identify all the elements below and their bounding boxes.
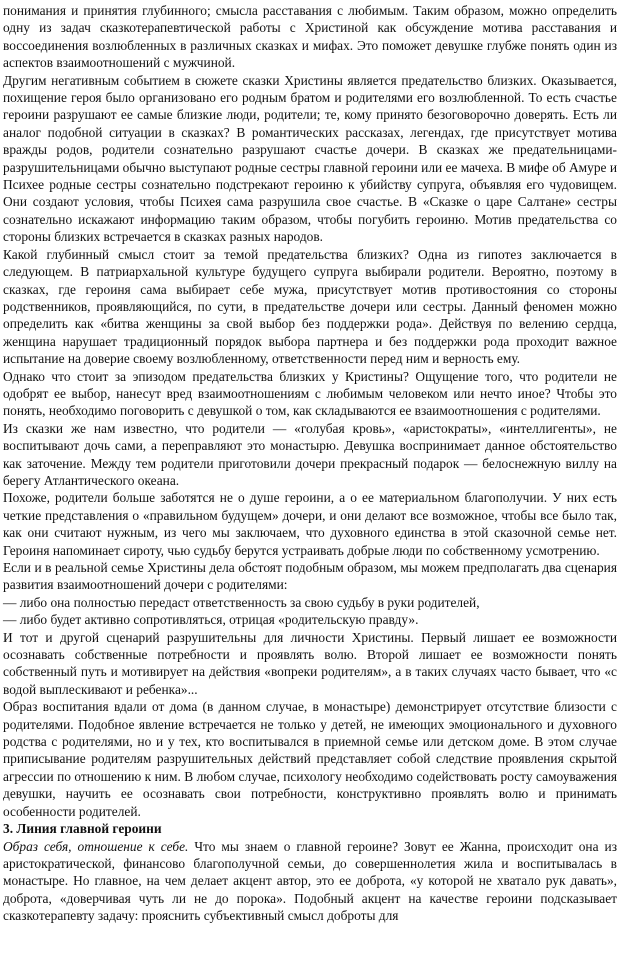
paragraph-6: Похоже, родители больше заботятся не о душе героини, а о ее материальном благополучии. У них есть четкие представления о «правильном будущем» дочери, и они делают все возможное, чтобы все было так, как они считают нужным, из чего мы заключаем, что духовного единства в этой сказочной семье нет. Героиня напоминает сироту, чью судьбу берутся устраивать добрые люди по собственному усмотрению. xyxy=(3,490,617,558)
paragraph-7: Если и в реальной семье Христины дела обстоят подобным образом, мы можем предполагать два сценария развития взаимоотношений дочери с родителями: xyxy=(3,560,617,593)
paragraph-1: понимания и принятия глубинного; смысла расставания с любимым. Таким образом, можно определить одну из задач сказкотерапевтической работы с Христиной как обсуждение мотива расставания и воссоединения возлюбленных в различных сказках и мифах. Это поможет девушке глубже понять один из аспектов взаимоотношений с мужчиной. xyxy=(3,3,617,71)
list-item-2: — либо будет активно сопротивляться, отрицая «родительскую правду». xyxy=(3,612,419,628)
paragraph-8: И тот и другой сценарий разрушительны для личности Христины. Первый лишает ее возможности осознавать собственные потребности и проявлять волю. Второй лишает ее возможности понять собственный путь и мотивирует на действия «вопреки родителям», а в таких случаях часто бывает, что «с водой выплескивают и ребенка»... xyxy=(3,629,617,697)
list-item-1: — либо она полностью передаст ответственность за свою судьбу в руки родителей, xyxy=(3,594,480,610)
italic-lead: Образ себя, отношение к себе. xyxy=(3,838,189,854)
paragraph-2: Другим негативным событием в сюжете сказки Христины является предательство близких. Оказывается, похищение героя было организовано его родным братом и родителями его возлюбленной. То есть счастье героини разрушают ее самые близкие люди, родители; те, кому принято безоговорочно доверять. Есть ли аналог подобной ситуации в сказках? В романтических рассказах, легендах, где присутствует мотива вражды родов, родители сознательно разрушают счастье дочери. В сказках же предательницами-разрушительницами обычно выступают родные сестры главной героини или ее мачеха. В мифе об Амуре и Психее родные сестры сознательно подстрекают героиню к убийству супруга, объявляя его чудовищем. Они создают условия, чтобы Психея сама разрушила свое счастье. В «Сказке о царе Салтане» сестры сознательно искажают информацию таким образом, чтобы погубить героиню. Мотив предательства со стороны близких встречается в сказках разных народов. xyxy=(3,72,617,245)
paragraph-5: Из сказки же нам известно, что родители — «голубая кровь», «аристократы», «интеллигенты», не воспитывают дочь сами, а переправляют это монастырю. Девушка воспринимает данное обстоятельство как заточение. Между тем родители приготовили дочери прекрасный подарок — белоснежную виллу на берегу Атлантического океана. xyxy=(3,420,617,488)
section-heading: 3. Линия главной героини xyxy=(3,821,162,837)
paragraph-9: Образ воспитания вдали от дома (в данном случае, в монастыре) демонстрирует отсутствие близости с родителями. Подобное явление встречается не только у детей, не имеющих эмоционального и духовного родства с родителями, но и у тех, кто воспитывался в приемной семье или детском доме. В этом случае приписывание родителям разрушительных действий представляет собой следствие проявления скрытой агрессии по отношению к ним. В любом случае, психологу необходимо содействовать росту самоуважения девушки, научить ее осознавать свои потребности, конструктивно проявлять волю и принимать особенности родителей. xyxy=(3,699,617,819)
paragraph-10-text: Что мы знаем о главной героине? Зовут ее Жанна, происходит она из аристократической, финансово благополучной семьи, до совершеннолетия жила и воспитывалась в монастыре. Но главное, на чем делает акцент автор, это ее доброта, «у которой не хватало рук давать», доброта, «доверчивая чуть ли не до порока». Подобный акцент на качестве героини подсказывает сказкотерапевту задачу: прояснить субъективный смысл доброты для xyxy=(3,838,617,924)
paragraph-3: Какой глубинный смысл стоит за темой предательства близких? Одна из гипотез заключается в следующем. В патриархальной культуре будущего супруга выбирали родители. Вероятно, поэтому в сказках, где героиня сама выбирает себе мужа, присутствует мотив противостояния со стороны родственников, проявляющийся, по сути, в предательстве дочери или сестры. Данный феномен можно определить как «битва женщины за свой выбор без поддержки рода». Действуя по велению сердца, женщина нарушает традиционный порядок выбора партнера и без поддержки рода проходит важное испытание на доверие своему возлюбленному, ответственности перед ним и верность ему. xyxy=(3,246,617,367)
paragraph-4: Однако что стоит за эпизодом предательства близких у Кристины? Ощущение того, что родители не одобрят ее выбор, нанесут вред взаимоотношениям с любимым человеком или нечто иное? Чтобы это понять, необходимо поговорить с девушкой о том, как складываются ее взаимоотношения с родителями. xyxy=(3,368,617,419)
paragraph-10 xyxy=(3,838,617,925)
